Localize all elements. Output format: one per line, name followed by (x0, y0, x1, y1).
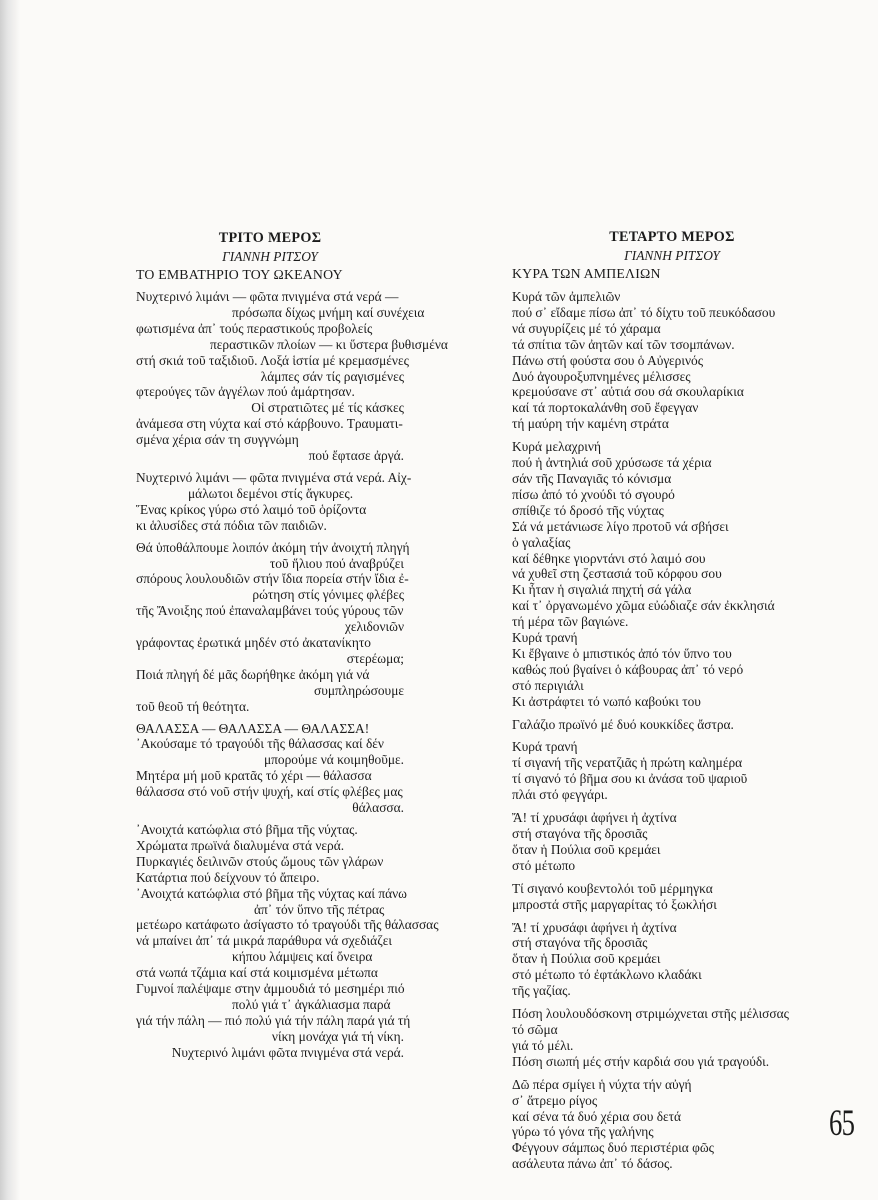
verse-line: Οἱ στρατιῶτες μέ τίς κάσκες (251, 400, 404, 416)
verse-line: πίσω ἀπό τό χνούδι τό σγουρό (512, 486, 675, 502)
verse-line: ἀπ᾽ τόν ὕπνο τῆς πέτρας (254, 901, 385, 917)
verse-line: Πάνω στή φούστα σου ὁ Αὐγερινός (512, 352, 704, 368)
poem-body (512, 289, 832, 1172)
verse-line: καί σένα τά δυό χέρια σου δετά (512, 1108, 682, 1124)
poem-title: ΚΥΡΑ ΤΩΝ ΑΜΠΕΛΙΩΝ (512, 266, 661, 281)
verse-line: Ἕνας κρίκος γύρω στό λαιμό τοῦ ὁρίζοντα (136, 501, 367, 517)
verse-line: Νυχτερινό λιμάνι φῶτα πνιγμένα στά νερά. (171, 1044, 404, 1060)
verse-line: Κατάρτια πού δείχνουν τό ἄπειρο. (136, 869, 320, 885)
verse-line: Δυό ἀγουροξυπνημένες μέλισσες (512, 368, 691, 384)
verse-line: ΘΑΛΑΣΣΑ — ΘΑΛΑΣΣΑ — ΘΑΛΑΣΣΑ! (136, 720, 370, 736)
verse-line: ᾽Ανοιχτά κατώφλια στό βῆμα τῆς νύχτας καί πάνω (136, 885, 407, 901)
verse-line: σάν τῆς Παναγιᾶς τό κόνισμα (512, 470, 672, 486)
part-title: ΤΕΤΑΡΤΟ ΜΕΡΟΣ (609, 229, 735, 245)
stanza (136, 539, 410, 715)
author-name: ΓΙΑΝΝΗ ΡΙΤΣΟΥ (624, 248, 720, 263)
verse-line: τοῦ ἥλιου πού ἀναβρύζει (269, 555, 404, 571)
verse-line: Ἄ! τί χρυσάφι ἀφήνει ἡ ἀχτίνα (512, 919, 677, 935)
verse-line: καί τά πορτοκαλάνθη σοῦ ἔφεγγαν (512, 400, 699, 416)
verse-line: ὅταν ἡ Πούλια σοῦ κρεμάει (512, 951, 661, 967)
verse-line: καί δέθηκε γιορντάνι στό λαιμό σου (512, 550, 706, 566)
verse-line: στή σκιά τοῦ ταξιδιοῦ. Λοξά ἱστία μέ κρεμασμένες (136, 352, 409, 368)
stanza (136, 469, 412, 534)
verse-line: Σά νά μετάνιωσε λίγο προτοῦ νά σβήσει (512, 518, 729, 534)
verse-line: τή μέρα τῶν βαγιώνε. (512, 614, 629, 630)
verse-line: νά χυθεῖ στη ζεστασιά τοῦ κόρφου σου (512, 566, 722, 582)
stanza (512, 1077, 832, 1172)
verse-line: μπροστά στῆς μαργαρίτας τό ξωκλήσι (512, 896, 717, 912)
verse-line: Δῶ πέρα σμίγει ἡ νύχτα τήν αὐγή (512, 1076, 692, 1092)
verse-line: πού ἔφτασε ἀργά. (308, 448, 404, 464)
verse-line: πού ἡ ἀντηλιά σοῦ χρύσωσε τά χέρια (512, 455, 712, 471)
verse-line: Τί σιγανό κουβεντολόι τοῦ μέρμηγκα (512, 880, 713, 896)
verse-line: Πόση λουλουδόσκονη στριμώχνεται στῆς μέλισσας (512, 1006, 789, 1022)
verse-line: ρώτηση στίς γόνιμες φλέβες (252, 587, 404, 603)
verse-line: τή μαύρη τήν καμένη στράτα (512, 416, 669, 432)
verse-line: πρόσωπα δίχως μνήμη καί συνέχεια (232, 304, 425, 320)
verse-line: καί τ᾽ ὀργανωμένο χῶμα εὐώδιαζε σάν ἐκκλησιά (512, 598, 775, 614)
verse-line: νά μπαίνει ἀπ᾽ τά μικρά παράθυρα νά σχεδιάζει (136, 933, 392, 949)
verse-line: συμπληρώσουμε (313, 682, 404, 698)
verse-line: ᾽Ανοιχτά κατώφλια στό βῆμα τῆς νύχτας. (136, 822, 358, 837)
stanza (512, 881, 832, 913)
verse-line: κι ἁλυσίδες στά πόδια τῶν παιδιῶν. (136, 517, 327, 533)
verse-line: γιά τήν πάλη — πιό πολύ γιά τήν πάλη παρά γιά τή (136, 1012, 411, 1028)
verse-line: ἀνάμεσα στη νύχτα καί στό κάρβουνο. Τραυματι- (136, 416, 403, 432)
verse-line: τί σιγανή τῆς νερατζιᾶς ἡ πρώτη καλημέρα (512, 755, 743, 771)
verse-line: Νυχτερινό λιμάνι — φῶτα πνιγμένα στά νερά. Αἰχ- (136, 469, 412, 485)
verse-line: σ᾽ ἄτρεμο ρίγος (512, 1092, 598, 1108)
stanza (136, 822, 439, 1061)
stanza (136, 721, 404, 816)
verse-line: μάλωτοι δεμένοι στίς ἄγκυρες. (188, 485, 354, 501)
verse-line: Πόση σιωπή μές στήν καρδιά σου γιά τραγούδι. (512, 1053, 770, 1069)
verse-line: τί σιγανό τό βῆμα σου κι ἀνάσα τοῦ ψαριοῦ (512, 771, 748, 787)
verse-line: Κυρά τῶν ἀμπελιῶν (512, 289, 621, 304)
verse-line: τῆς Ἄνοιξης πού ἐπαναλαμβάνει τούς γύρους τῶν (136, 603, 404, 619)
verse-line: στή σταγόνα τῆς δροσιᾶς (512, 826, 648, 841)
verse-line: τοῦ θεοῦ τή θεότητα. (136, 698, 250, 714)
page-gutter-shadow (0, 0, 20, 1200)
verse-line: περαστικῶν πλοίων — κι ὕστερα βυθισμένα (210, 336, 448, 352)
verse-line: θάλασσα. (352, 800, 404, 816)
stanza (512, 739, 832, 803)
verse-line: σπόρους λουλουδιῶν στήν ἴδια πορεία στήν ἴδια ἐ- (136, 571, 409, 587)
verse-line: γύρω τό γόνα τῆς γαλήνης (512, 1124, 654, 1140)
verse-line: καθώς πού βγαίνει ὁ κάβουρας ἀπ᾽ τό νερό (512, 661, 744, 677)
stanza (512, 717, 832, 733)
verse-line: Πυρκαγιές δειλινῶν στούς ὤμους τῶν γλάρων (136, 853, 384, 869)
verse-line: ὅταν ἡ Πούλια σοῦ κρεμάει (512, 841, 661, 857)
verse-line: ὁ γαλαξίας (512, 534, 571, 550)
verse-line: Φέγγουν σάμπως δυό περιστέρια φῶς (512, 1140, 714, 1156)
verse-line: θάλασσα στό νοῦ στήν ψυχή, καί στίς φλέβες μας (136, 784, 403, 800)
verse-line: μπορούμε νά κοιμηθοῦμε. (263, 752, 404, 768)
left-column (136, 230, 448, 1061)
verse-line: Γαλάζιο πρωϊνό μέ δυό κουκκίδες ἄστρα. (512, 716, 734, 732)
stanza (512, 289, 832, 432)
verse-line: λάμπες σάν τίς ραγισμένες (260, 368, 404, 384)
verse-line: Θά ὑποθάλπουμε λοιπόν ἀκόμη τήν ἀνοιχτή πληγή (136, 539, 410, 555)
verse-line: ᾽Ακούσαμε τό τραγούδι τῆς θάλασσας καί δέν (136, 736, 384, 752)
verse-line: φωτισμένα ἀπ᾽ τούς περαστικούς προβολείς (136, 320, 373, 336)
verse-line: τά σπίτια τῶν ἀητῶν καί τῶν τσομπάνων. (512, 336, 735, 352)
verse-line: Μητέρα μή μοῦ κρατᾶς τό χέρι — θάλασσα (136, 768, 372, 784)
verse-line: νίκη μονάχα γιά τή νίκη. (271, 1028, 404, 1044)
verse-line: κήπου λάμψεις καί ὄνειρα (232, 949, 373, 965)
verse-line: πολύ γιά τ᾽ ἀγκάλιασμα παρά (232, 996, 391, 1012)
verse-line: γράφοντας ἐρωτικά μηδέν στό ἀκατανίκητο (136, 635, 371, 651)
stanza (512, 810, 832, 874)
verse-line: Ἄ! τί χρυσάφι ἀφήνει ἡ ἀχτίνα (512, 810, 677, 826)
verse-line: Κι ἦταν ἡ σιγαλιά πηχτή σά γάλα (512, 582, 692, 598)
verse-line: φτερούγες τῶν ἀγγέλων πού ἁμάρτησαν. (136, 384, 355, 400)
verse-line: μετέωρο κατάφωτο ἀσίγαστο τό τραγούδι τῆς θάλασσας (136, 917, 439, 933)
verse-line: Γυμνοί παλέψαμε στην ἀμμουδιά τό μεσημέρι πιό (136, 981, 405, 997)
verse-line: τό σῶμα (512, 1021, 558, 1037)
verse-line: Κι ἔβγαινε ὁ μπιστικός ἀπό τόν ὕπνο του (512, 645, 732, 661)
verse-line: νά συγυρίζεις μέ τό χάραμα (512, 320, 661, 336)
verse-line: στό περιγιάλι (512, 677, 584, 693)
verse-line: Χρώματα πρωϊνά διαλυμένα στά νερά. (136, 837, 345, 853)
author-name: ΓΙΑΝΝΗ ΡΙΤΣΟΥ (222, 249, 318, 264)
verse-line: ασάλευτα πάνω ἀπ᾽ τό δάσος. (512, 1156, 673, 1172)
verse-line: στή σταγόνα τῆς δροσιᾶς (512, 935, 648, 951)
verse-line: σμένα χέρια σάν τη συγγνώμη (136, 432, 299, 448)
verse-line: Κυρά τρανή (512, 739, 578, 755)
verse-line: στερέωμα; (346, 650, 404, 666)
stanza (136, 289, 448, 464)
verse-line: τῆς γαζίας. (512, 983, 571, 999)
stanza (512, 439, 832, 709)
verse-line: πού σ᾽ εἴδαμε πίσω ἀπ᾽ τό δίχτυ τοῦ πευκόδασου (512, 304, 776, 320)
verse-line: χελιδονιῶν (344, 619, 404, 635)
verse-line: Νυχτερινό λιμάνι — φῶτα πνιγμένα στά νερά — (136, 289, 399, 304)
verse-line: Ποιά πληγή δέ μᾶς δωρήθηκε ἀκόμη γιά νά (136, 666, 370, 682)
page-number: 65 (829, 1103, 855, 1144)
verse-line: κρεμούσανε στ᾽ αὐτιά σου σά σκουλαρίκια (512, 384, 744, 400)
verse-line: Κυρά μελαχρινή (512, 439, 601, 455)
verse-line: στά νωπά τζάμια καί στά κοιμισμένα μέτωπα (136, 965, 378, 981)
verse-line: πλάι στό φεγγάρι. (512, 787, 608, 803)
verse-line: στό μέτωπο (512, 857, 576, 873)
stanza (512, 920, 832, 1000)
verse-line: στό μέτωπο τό ἐφτάκλωνο κλαδάκι (512, 967, 702, 983)
poem-title: ΤΟ ΕΜΒΑΤΗΡΙΟ ΤΟΥ ΩΚΕΑΝΟΥ (136, 267, 343, 282)
verse-line: Κυρά τρανή (512, 630, 578, 646)
verse-line: γιά τό μέλι. (512, 1037, 574, 1053)
verse-line: Κι ἀστράφτει τό νωπό καβούκι του (512, 693, 701, 709)
verse-line: σπίθιζε τό δροσό τῆς νύχτας (512, 502, 664, 518)
poem-body (136, 289, 448, 1061)
stanza (512, 1006, 832, 1070)
part-title: ΤΡΙΤΟ ΜΕΡΟΣ (218, 230, 322, 246)
right-column (512, 229, 832, 1172)
